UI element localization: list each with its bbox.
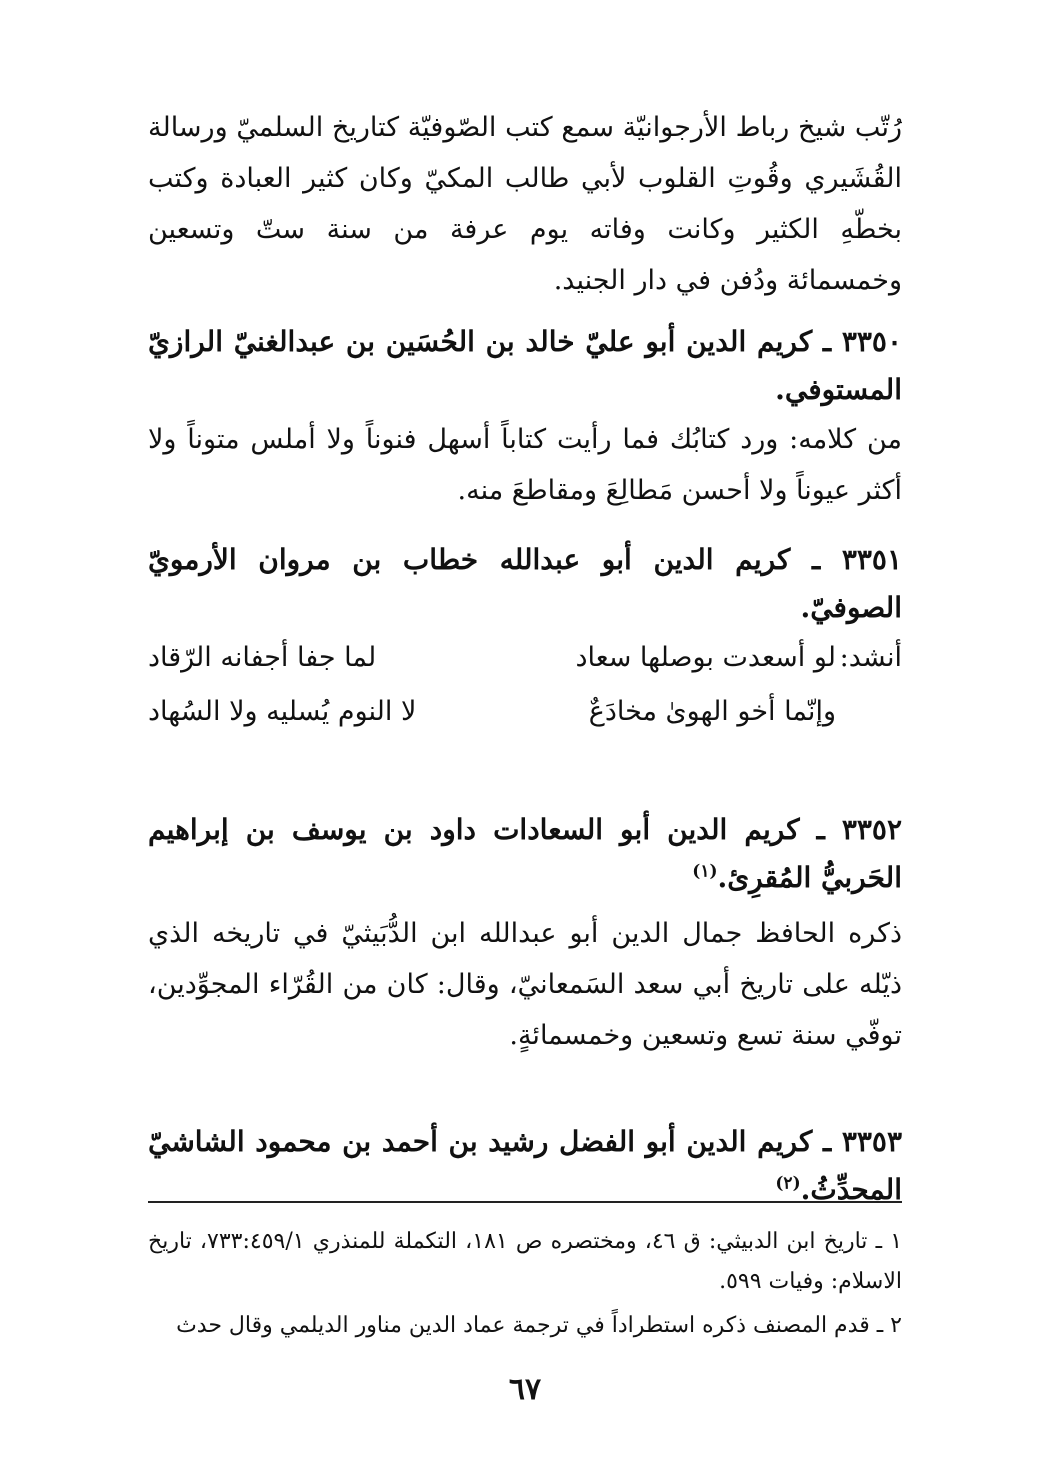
verse-line [148, 696, 902, 746]
entry-3350 [148, 318, 902, 516]
footnote-ref: (١) [692, 861, 718, 882]
verse-line [148, 642, 902, 692]
footnotes [148, 1222, 902, 1346]
intro-paragraph-block [148, 102, 902, 306]
verse-hemistich-second: لا النوم يُسليه ولا السُهاد [148, 696, 417, 727]
footnote: ١ ـ تاريخ ابن الدبيثي: ق ٤٦، ومختصره ص ١٨١، التكملة للمنذري ٧٣٣:٤٥٩/١، تاريخ الاسلام: وفيات ٥٩٩. [148, 1229, 903, 1294]
entry-3352 [148, 806, 902, 1061]
footnote-divider [148, 1201, 902, 1203]
verse-intro: أنشد: [839, 642, 902, 673]
verse-hemistich-first: وإنّما أخو الهوىٰ مخادَعٌ [588, 696, 836, 727]
entry-heading [148, 1118, 902, 1214]
footnote-ref: (٢) [775, 1173, 801, 1194]
entry-heading-text: ٣٣٥٣ ـ كريم الدين أبو الفضل رشيد بن أحمد بن محمود الشاشيّ المحدِّثُ. [148, 1125, 902, 1206]
entry-body: من كلامه: ورد كتابُك فما رأيت كتاباً أسهل فنوناً ولا أملس متوناً ولا أكثر عيوناً ولا أحسن مَطالِعَ ومقاطعَ منه. [148, 424, 902, 506]
entry-3353 [148, 1118, 902, 1214]
page-number: ٦٧ [508, 1372, 542, 1407]
verse-hemistich-first: لو أسعدت بوصلها سعاد [575, 642, 836, 673]
intro-paragraph: رُتّب شيخ رباط الأرجوانيّة سمع كتب الصّوفيّة كتاريخ السلميّ ورسالة القُشَيري وقُوتِ القلوب لأبي طالب المكيّ وكان كثير العبادة وكتب بخطّهِ الكثير وكانت وفاته يوم عرفة من سنة ستّ وتسعين وخمسمائة ودُفن في دار الجنيد. [148, 112, 902, 296]
footnote: ٢ ـ قدم المصنف ذكره استطراداً في ترجمة عماد الدين مناور الديلمي وقال حدث [176, 1313, 902, 1338]
verse-hemistich-second: لما جفا أجفانه الرّقاد [148, 642, 377, 673]
entry-heading: ٣٣٥١ ـ كريم الدين أبو عبدالله خطاب بن مروان الأرمويّ الصوفيّ. [148, 543, 902, 624]
entry-body: ذكره الحافظ جمال الدين أبو عبدالله ابن الدُّبَيثيّ في تاريخه الذي ذيّله على تاريخ أبي سعد السَمعانيّ، وقال: كان من القُرّاء المجوِّدين، توفّي سنة تسع وتسعين وخمسمائةٍ. [148, 918, 902, 1051]
entry-heading-text: ٣٣٥٢ ـ كريم الدين أبو السعادات داود بن يوسف بن إبراهيم الحَربيُّ المُقرِئ. [148, 813, 902, 894]
entry-heading: ٣٣٥٠ ـ كريم الدين أبو عليّ خالد بن الحُسَين بن عبدالغنيّ الرازيّ المستوفي. [148, 325, 902, 406]
entry-heading [148, 806, 902, 902]
